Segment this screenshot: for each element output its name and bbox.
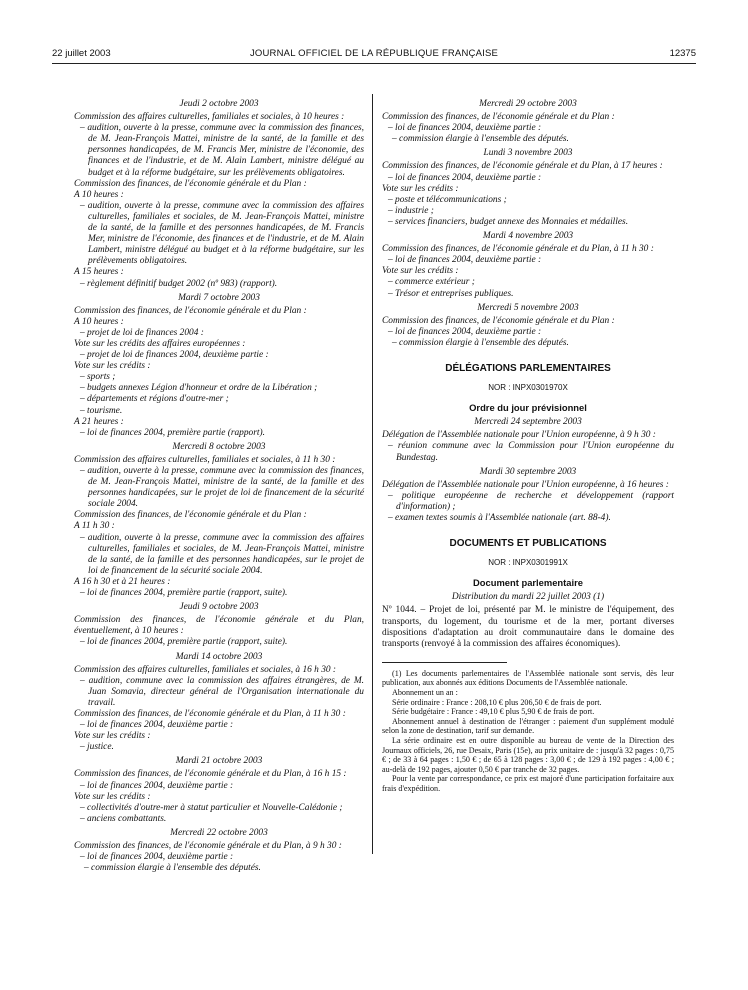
- agenda-subitem: – commission élargie à l'ensemble des députés.: [84, 863, 261, 874]
- agenda-item: – tourisme.: [80, 405, 123, 416]
- agenda-item: – justice.: [80, 742, 114, 753]
- footnote-paragraph: Abonnement un an :: [392, 688, 458, 698]
- agenda-item: – loi de finances 2004, deuxième partie :: [80, 780, 234, 791]
- agenda-item: – loi de finances 2004, deuxième partie :: [388, 255, 542, 266]
- footnote-paragraph: (1) Les documents parlementaires de l'Assemblée nationale sont servis, dès leur publication, aux abonnés aux éditions Documents de l'Assemblée nationale.: [382, 668, 674, 688]
- agenda-item: – collectivités d'outre-mer à statut particulier et Nouvelle-Calédonie ;: [80, 802, 343, 813]
- footnote-paragraph: Abonnement annuel à destination de l'étranger : paiement d'un supplément modulé selon la zone de destination, tarif sur demande.: [382, 716, 674, 736]
- date-heading: Mardi 14 octobre 2003: [175, 651, 263, 662]
- agenda-item: – loi de finances 2004, deuxième partie :: [388, 123, 542, 134]
- agenda-item: – audition, commune avec la commission des affaires étrangères, de M. Juan Somavia, directeur général de l'Organisation internationale du travail.: [80, 675, 364, 708]
- date-heading: Mercredi 5 novembre 2003: [477, 302, 579, 313]
- paragraph: Commission des finances, de l'économie générale et du Plan, éventuellement, à 10 heures :: [74, 615, 364, 637]
- paragraph: Délégation de l'Assemblée nationale pour l'Union européenne, à 9 h 30 :: [382, 430, 656, 441]
- document-entry: Nº 1044. – Projet de loi, présenté par M. le ministre de l'équipement, des transports, du logement, du tourisme et de la mer, portant diverses dispositions d'adaptation au droit communautaire dans le domaine des transports (renvoyé à la commission des affaires économiques).: [382, 605, 674, 649]
- agenda-subitem: – commission élargie à l'ensemble des députés.: [392, 134, 569, 145]
- paragraph: Vote sur les crédits des affaires européennes :: [74, 338, 246, 349]
- paragraph: Commission des finances, de l'économie générale et du Plan :: [74, 305, 307, 316]
- agenda-item: – commerce extérieur ;: [388, 277, 475, 288]
- paragraph: Commission des affaires culturelles, familiales et sociales, à 16 h 30 :: [74, 664, 337, 675]
- agenda-item: – loi de finances 2004, première partie (rapport).: [80, 427, 265, 438]
- agenda-item: – sports ;: [80, 372, 116, 383]
- header-date: 22 juillet 2003: [52, 48, 111, 59]
- agenda-item: – réunion commune avec la Commission pour l'Union européenne du Bundestag.: [388, 441, 674, 463]
- paragraph: Commission des finances, de l'économie générale et du Plan, à 11 h 30 :: [74, 708, 346, 719]
- journal-title: JOURNAL OFFICIEL DE LA RÉPUBLIQUE FRANÇAISE: [249, 48, 499, 59]
- paragraph: A 10 heures :: [74, 189, 124, 200]
- footnote-paragraph: Série budgétaire : France : 49,10 € plus 5,90 € de frais de port.: [392, 707, 595, 717]
- paragraph: A 21 heures :: [74, 416, 124, 427]
- agenda-item: – examen textes soumis à l'Assemblée nationale (art. 88-4).: [388, 513, 611, 523]
- left-column: [74, 96, 364, 874]
- agenda-item: – budgets annexes Légion d'honneur et ordre de la Libération ;: [80, 383, 318, 394]
- agenda-item: – règlement définitif budget 2002 (nº 983) (rapport).: [80, 278, 278, 289]
- agenda-item: – loi de finances 2004, première partie (rapport, suite).: [80, 588, 288, 599]
- agenda-item: – politique européenne de recherche et développement (rapport d'information) ;: [388, 490, 674, 512]
- nor-reference: NOR : INPX0301970X: [488, 383, 568, 393]
- paragraph: Commission des finances, de l'économie générale et du Plan :: [74, 178, 307, 189]
- paragraph: Vote sur les crédits :: [74, 361, 151, 372]
- agenda-item: – loi de finances 2004, deuxième partie :: [80, 852, 234, 863]
- date-heading: Mercredi 29 octobre 2003: [479, 99, 577, 109]
- paragraph: A 10 heures :: [74, 316, 124, 327]
- footnote-rule: [382, 662, 507, 663]
- date-heading: Distribution du mardi 22 juillet 2003 (1): [451, 592, 605, 603]
- paragraph: Vote sur les crédits :: [382, 183, 459, 194]
- page-number: 12375: [669, 48, 696, 59]
- footnote-paragraph: Pour la vente par correspondance, ce prix est majoré d'une participation forfaitaire aux frais d'expédition.: [382, 774, 674, 793]
- section-heading: DÉLÉGATIONS PARLEMENTAIRES: [445, 362, 611, 374]
- paragraph: Commission des finances, de l'économie générale et du Plan :: [382, 112, 615, 123]
- date-heading: Mardi 7 octobre 2003: [178, 292, 260, 303]
- subsection-heading: Document parlementaire: [473, 577, 583, 589]
- paragraph: A 16 h 30 et à 21 heures :: [74, 576, 171, 587]
- paragraph: Commission des finances, de l'économie générale et du Plan :: [382, 315, 615, 326]
- agenda-item: – loi de finances 2004, deuxième partie :: [388, 326, 542, 337]
- paragraph: Commission des finances, de l'économie générale et du Plan, à 16 h 15 :: [74, 769, 347, 780]
- agenda-item: – services financiers, budget annexe des Monnaies et médailles.: [388, 216, 629, 227]
- date-heading: Mardi 30 septembre 2003: [479, 466, 577, 477]
- agenda-item: – audition, ouverte à la presse, commune avec la commission des affaires culturelles, familiales et sociales, de M. Jean-François Mattei, ministre de la santé, de la famille et des personnes handicapées, sur le projet de loi de financement de la sécurité sociale 2004.: [80, 532, 364, 576]
- date-heading: Jeudi 9 octobre 2003: [179, 602, 259, 613]
- agenda-subitem: – commission élargie à l'ensemble des députés.: [392, 337, 569, 348]
- agenda-item: – projet de loi de finances 2004 :: [80, 327, 204, 338]
- date-heading: Mercredi 8 octobre 2003: [172, 441, 266, 452]
- footnote: [382, 669, 674, 794]
- date-heading: Mardi 4 novembre 2003: [482, 231, 574, 242]
- paragraph: Délégation de l'Assemblée nationale pour l'Union européenne, à 16 heures :: [382, 479, 669, 490]
- date-heading: Jeudi 2 octobre 2003: [179, 99, 259, 109]
- paragraph: Commission des finances, de l'économie générale et du Plan, à 17 heures :: [382, 161, 663, 172]
- paragraph: Commission des affaires culturelles, familiales et sociales, à 11 h 30 :: [74, 454, 336, 465]
- agenda-item: – industrie ;: [388, 205, 434, 216]
- paragraph: A 11 h 30 :: [74, 521, 115, 532]
- paragraph: Vote sur les crédits :: [74, 791, 151, 802]
- header-rule: [52, 63, 696, 64]
- column-divider: [372, 94, 373, 854]
- date-heading: Mercredi 22 octobre 2003: [170, 827, 268, 838]
- subsection-heading: Ordre du jour prévisionnel: [469, 402, 587, 414]
- agenda-item: – anciens combattants.: [80, 813, 167, 824]
- agenda-item: – Trésor et entreprises publiques.: [388, 288, 514, 299]
- paragraph: Vote sur les crédits :: [74, 731, 151, 742]
- paragraph: Commission des finances, de l'économie générale et du Plan :: [74, 510, 307, 521]
- agenda-item: – poste et télécommunications ;: [388, 194, 507, 205]
- paragraph: Commission des affaires culturelles, familiales et sociales, à 10 heures :: [74, 112, 345, 123]
- section-heading: DOCUMENTS ET PUBLICATIONS: [449, 538, 607, 550]
- nor-reference: NOR : INPX0301991X: [488, 558, 568, 568]
- date-heading: Mardi 21 octobre 2003: [175, 756, 263, 767]
- agenda-item: – audition, ouverte à la presse, commune avec la commission des finances, de M. Jean-François Mattei, ministre de la santé, de la famille et des personnes handicapées, sur le projet de loi de financement de la sécurité sociale 2004.: [80, 466, 364, 510]
- agenda-item: – projet de loi de finances 2004, deuxième partie :: [80, 350, 269, 361]
- paragraph: A 15 heures :: [74, 267, 124, 278]
- footnote-paragraph: La série ordinaire est en outre disponible au bureau de vente de la Direction des Journaux officiels, 26, rue Desaix, Paris (15e), au prix unitaire de : jusqu'à 32 pages : 0,75 € ; de 33 à 64 pages : 1,50 € ; de 65 à 128 pages : 3,00 € ; de 129 à 192 pages : 4,00 € ; au-delà de 192 pages, ajouter 0,50 € par tranche de 32 pages.: [382, 736, 674, 774]
- paragraph: Vote sur les crédits :: [382, 266, 459, 277]
- agenda-item: – loi de finances 2004, deuxième partie :: [80, 720, 234, 731]
- right-column: [382, 96, 674, 794]
- paragraph: Commission des finances, de l'économie générale et du Plan, à 9 h 30 :: [74, 841, 342, 851]
- page-header: [52, 48, 696, 64]
- date-heading: Mercredi 24 septembre 2003: [474, 417, 582, 428]
- agenda-item: – départements et régions d'outre-mer ;: [80, 394, 229, 405]
- agenda-item: – loi de finances 2004, première partie (rapport, suite).: [80, 637, 288, 648]
- agenda-item: – audition, ouverte à la presse, commune avec la commission des finances, de M. Jean-François Mattei, ministre de la santé, de la famille et des personnes handicapées, de M. Francis Mer, ministre de l'économie, des finances et de l'industrie, et de M. Alain Lambert, ministre délégué au budget et à la réforme budgétaire, sur les prélèvements obligatoires.: [80, 123, 364, 178]
- agenda-item: – loi de finances 2004, deuxième partie :: [388, 172, 542, 183]
- footnote-paragraph: Série ordinaire : France : 208,10 € plus 206,50 € de frais de port.: [392, 697, 602, 707]
- date-heading: Lundi 3 novembre 2003: [483, 148, 573, 159]
- paragraph: Commission des finances, de l'économie générale et du Plan, à 11 h 30 :: [382, 244, 654, 255]
- agenda-item: – audition, ouverte à la presse, commune avec la commission des affaires culturelles, familiales et sociales, de M. Jean-François Mattei, ministre de la santé, de la famille et des personnes handicapées, de M. Francis Mer, ministre de l'économie, des finances et de l'industrie, et de M. Alain Lambert, ministre délégué au budget et à la réforme budgétaire, sur les prélèvements obligatoires.: [80, 200, 364, 267]
